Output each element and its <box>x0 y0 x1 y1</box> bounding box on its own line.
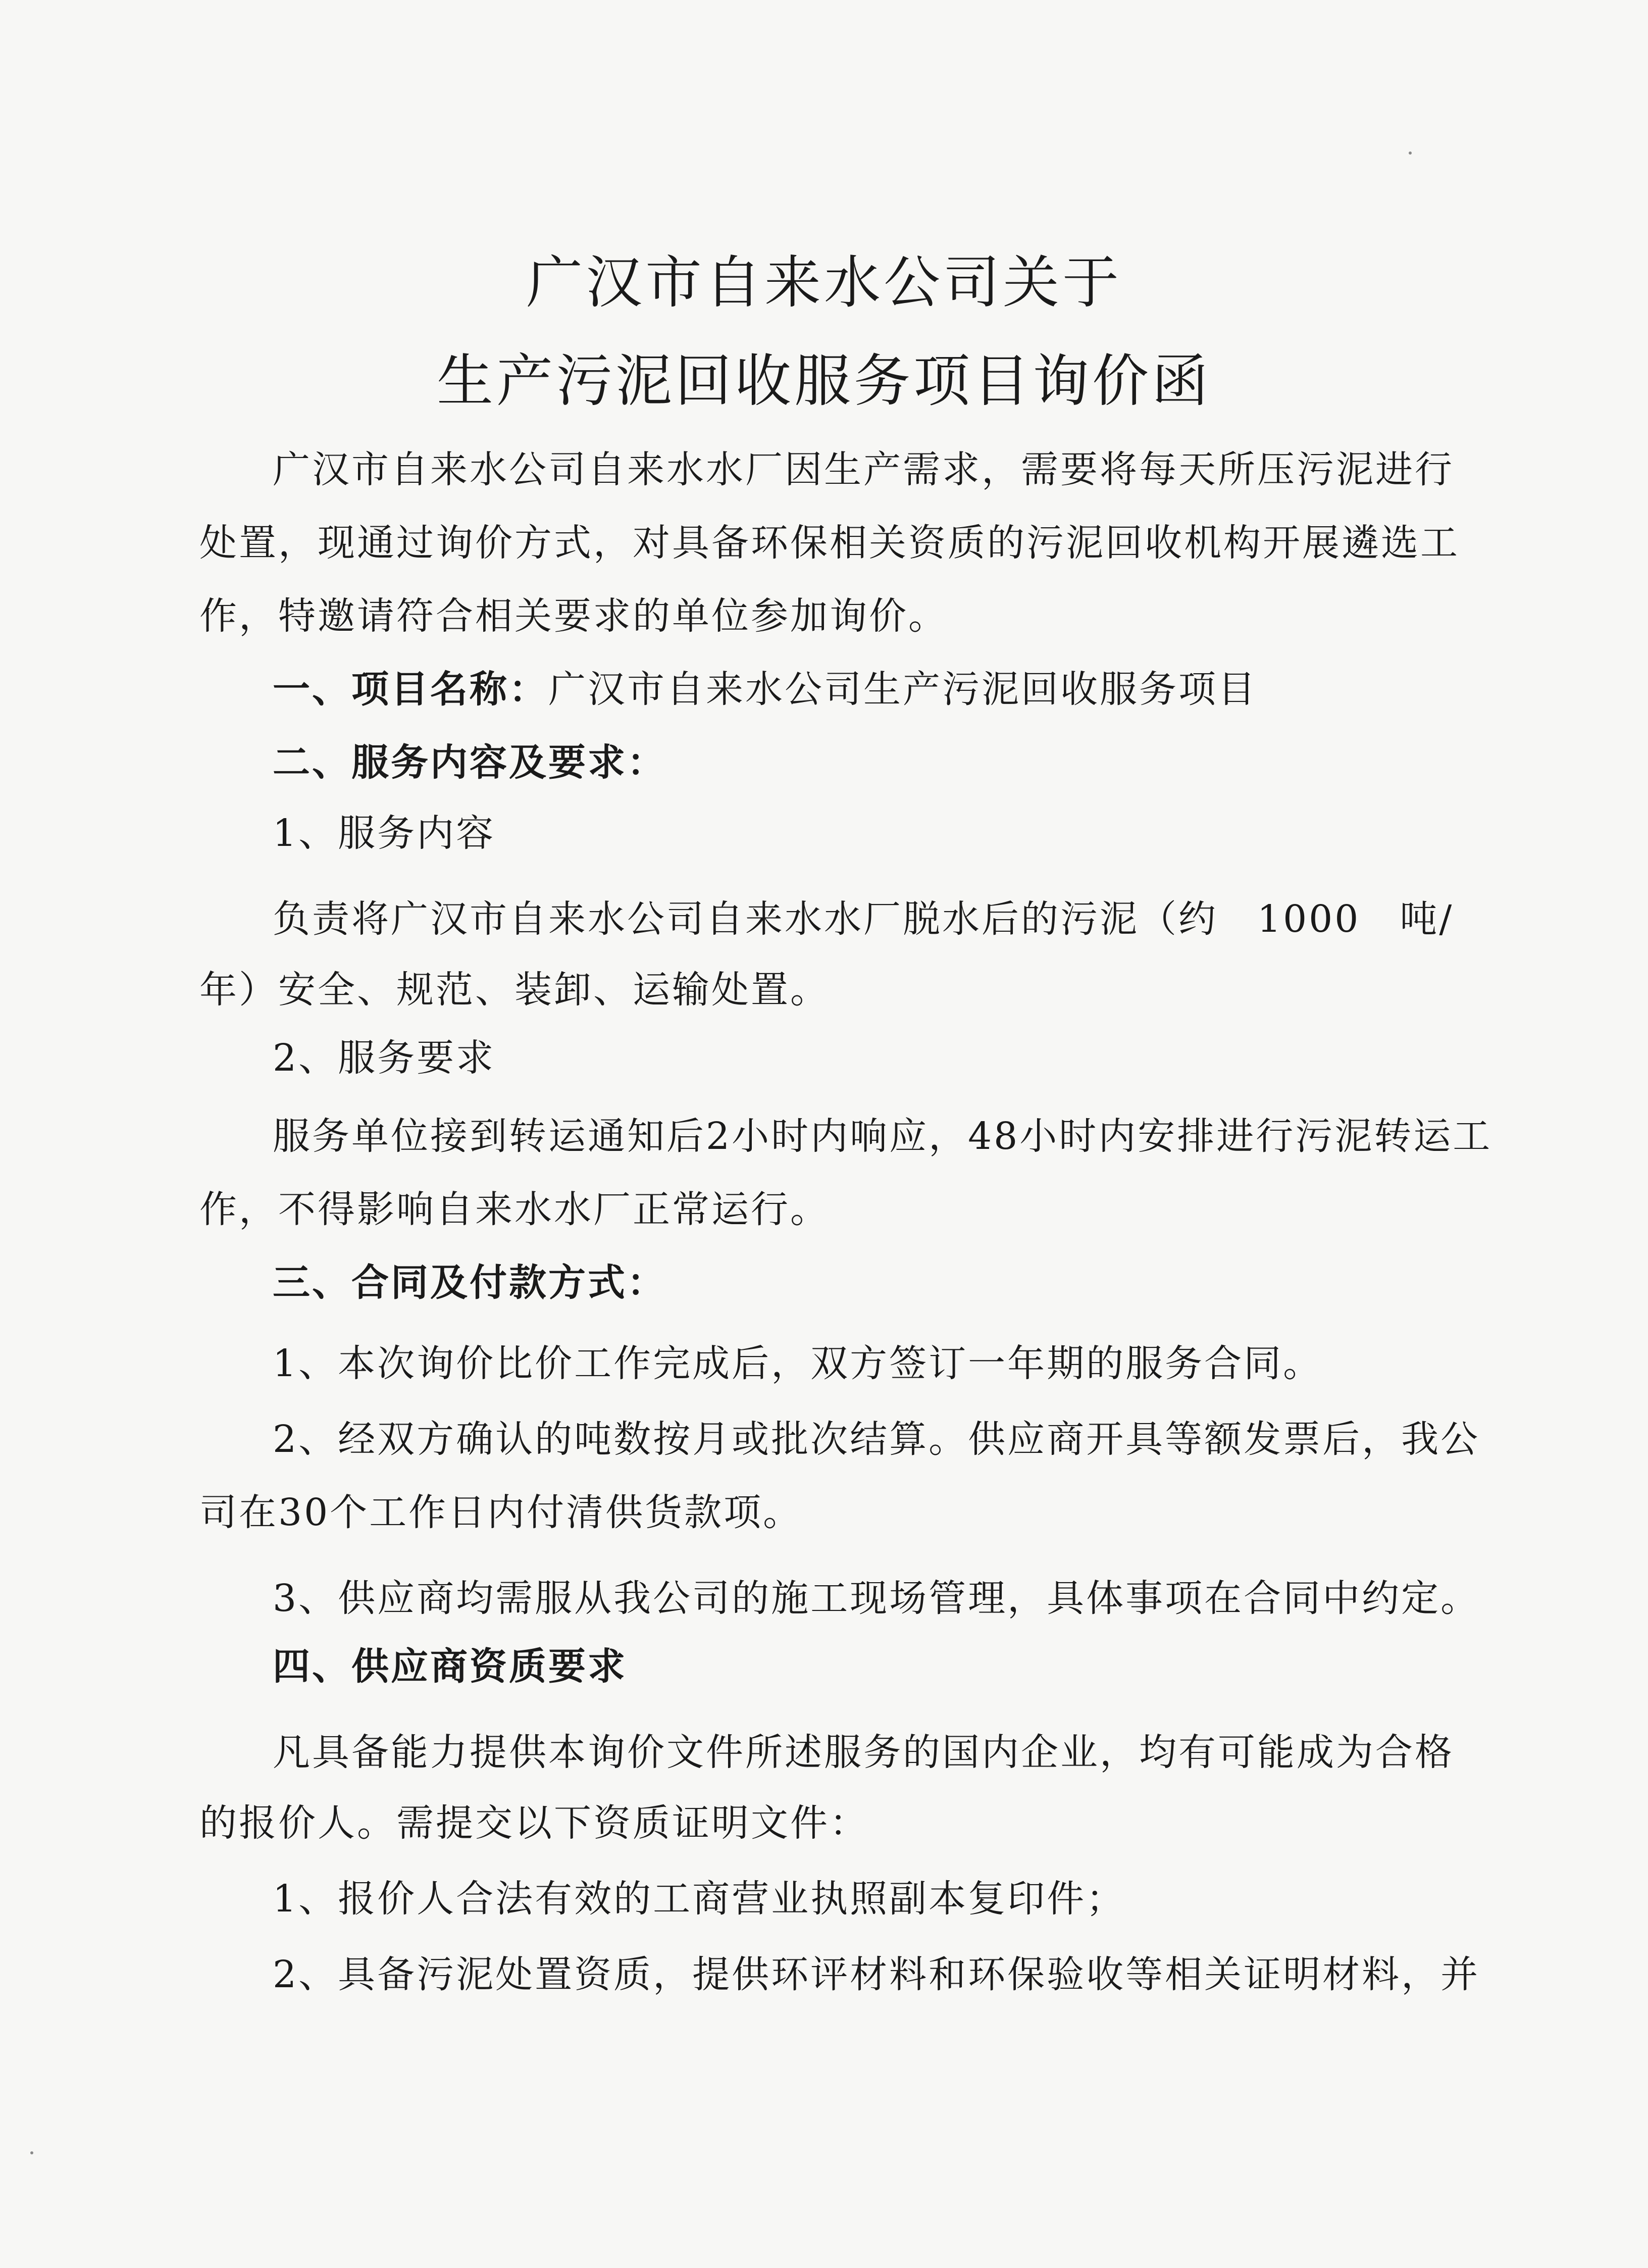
contract-item-2-cont: 司在30个工作日内付清供货款项。 <box>199 1491 803 1534</box>
qualification-item-1: 1、报价人合法有效的工商营业执照副本复印件； <box>273 1877 1126 1921</box>
section-2-heading: 二、服务内容及要求： <box>273 741 666 784</box>
project-name: 广汉市自来水公司生产污泥回收服务项目 <box>548 668 1257 711</box>
section-1-label: 一、项目名称： <box>273 668 548 711</box>
document-title-line1: 广汉市自来水公司关于 <box>526 250 1122 316</box>
subsection-service-content: 1、服务内容 <box>273 812 496 855</box>
contract-item-1: 1、本次询价比价工作完成后，双方签订一年期的服务合同。 <box>273 1342 1323 1385</box>
section-1-heading <box>273 664 1257 715</box>
qualification-paragraph-line: 的报价人。需提交以下资质证明文件： <box>199 1801 869 1845</box>
service-content-line: 年）安全、规范、装卸、运输处置。 <box>199 968 830 1012</box>
contract-item-3: 3、供应商均需服从我公司的施工现场管理，具体事项在合同中约定。 <box>273 1577 1480 1620</box>
qualification-item-2: 2、具备污泥处置资质，提供环评材料和环保验收等相关证明材料，并 <box>273 1953 1480 1996</box>
document-title-line2: 生产污泥回收服务项目询价函 <box>437 348 1211 414</box>
scan-speck <box>1409 152 1412 155</box>
section-3-heading: 三、合同及付款方式： <box>273 1261 666 1304</box>
intro-paragraph-line: 处置，现通过询价方式，对具备环保相关资质的污泥回收机构开展遴选工 <box>199 521 1460 565</box>
subsection-service-requirements: 2、服务要求 <box>273 1036 496 1080</box>
intro-paragraph-line: 作，特邀请符合相关要求的单位参加询价。 <box>199 594 948 638</box>
service-requirements-line: 服务单位接到转运通知后2小时内响应，48小时内安排进行污泥转运工 <box>273 1115 1492 1158</box>
service-requirements-line: 作，不得影响自来水水厂正常运行。 <box>199 1188 830 1231</box>
intro-paragraph-line: 广汉市自来水公司自来水水厂因生产需求，需要将每天所压污泥进行 <box>273 448 1454 491</box>
section-4-heading: 四、供应商资质要求 <box>273 1645 627 1688</box>
qualification-paragraph-line: 凡具备能力提供本询价文件所述服务的国内企业，均有可能成为合格 <box>273 1731 1454 1774</box>
scan-speck <box>30 2151 33 2154</box>
service-content-line: 负责将广汉市自来水公司自来水水厂脱水后的污泥（约 1000 吨/ <box>273 897 1454 941</box>
contract-item-2: 2、经双方确认的吨数按月或批次结算。供应商开具等额发票后，我公 <box>273 1418 1480 1461</box>
